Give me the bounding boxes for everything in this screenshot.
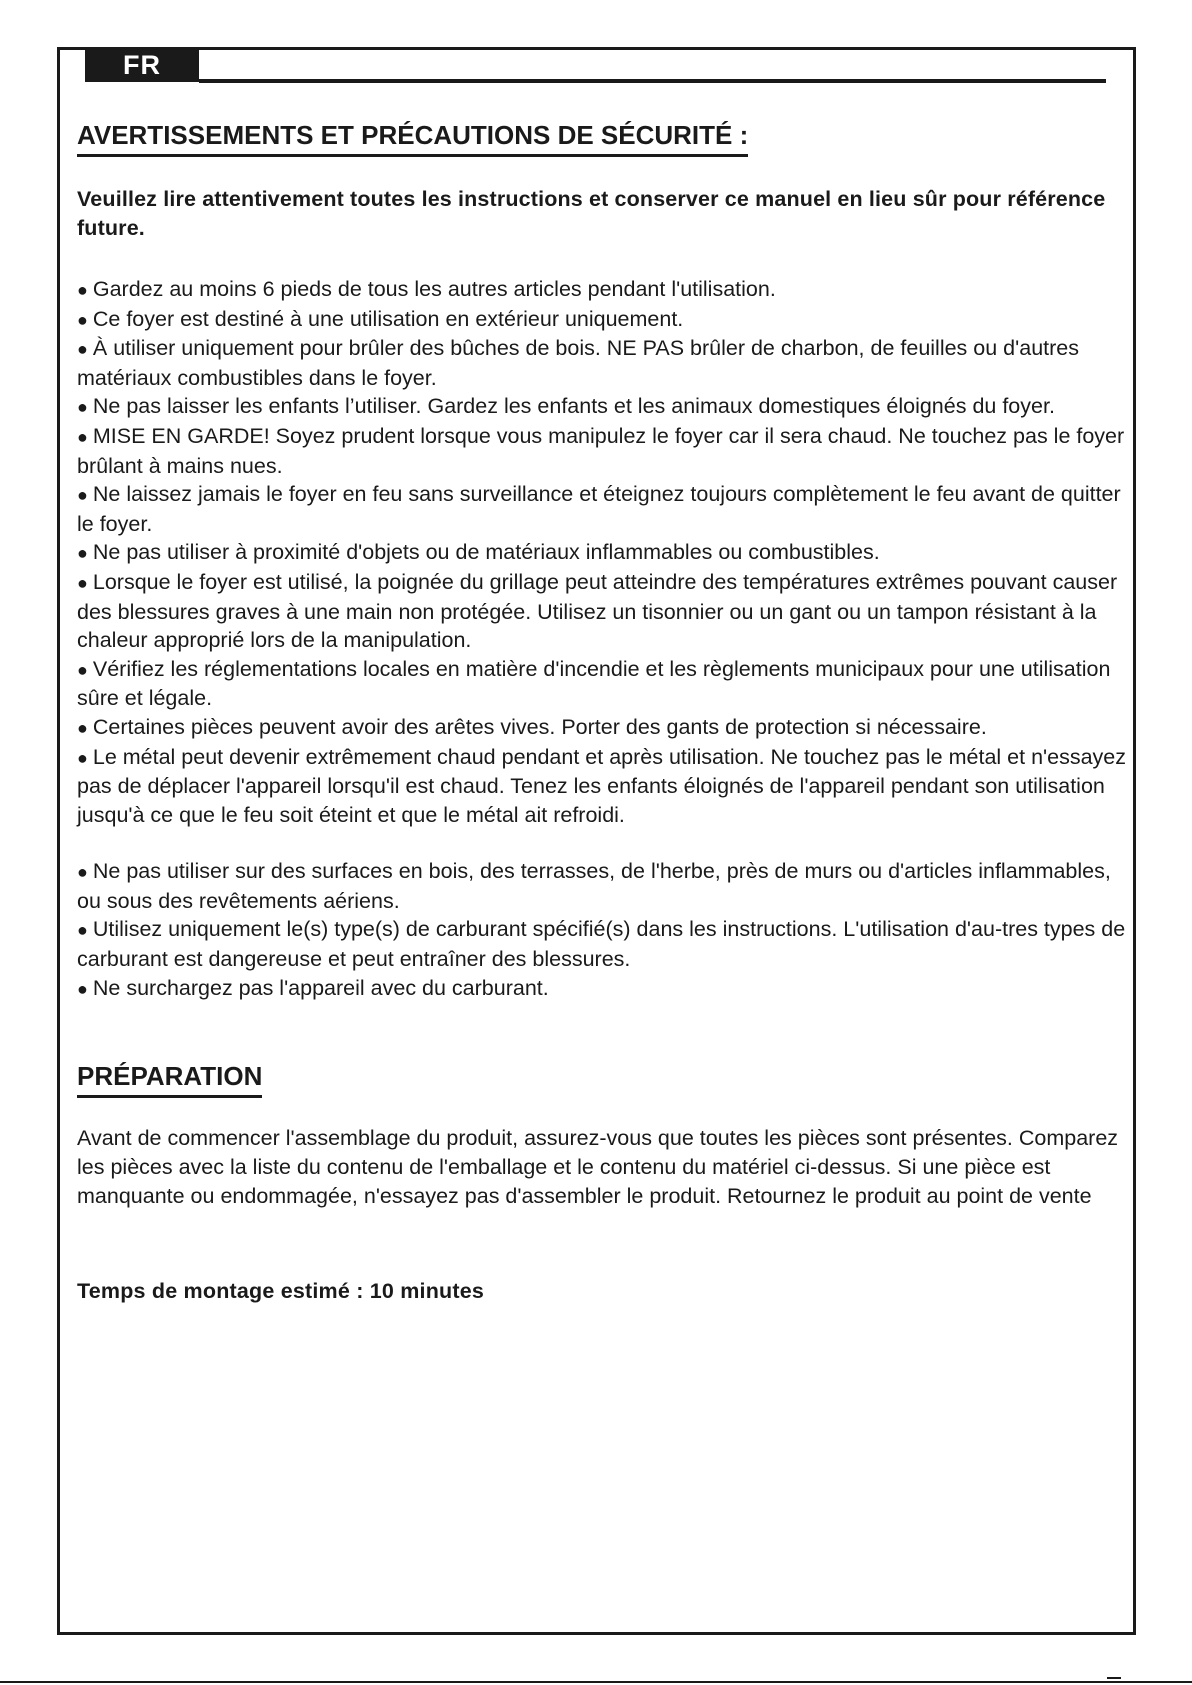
warning-item: ● Ne pas utiliser à proximité d'objets ou de matériaux inflammables ou combustibles. — [77, 538, 1127, 568]
warnings-list-1 — [77, 275, 1127, 829]
warning-item: ● Certaines pièces peuvent avoir des arêtes vives. Porter des gants de protection si nécessaire. — [77, 713, 1127, 743]
warnings-list-2 — [77, 857, 1127, 1003]
warning-item: ● Gardez au moins 6 pieds de tous les autres articles pendant l'utilisation. — [77, 275, 1127, 305]
warning-item: ● MISE EN GARDE! Soyez prudent lorsque vous manipulez le foyer car il sera chaud. Ne touchez pas le foyer brûlant à mains nues. — [77, 422, 1127, 480]
warning-item: ● Ne surchargez pas l'appareil avec du carburant. — [77, 974, 1127, 1004]
language-tab: FR — [85, 48, 199, 82]
bottom-rule — [0, 1681, 1192, 1683]
preparation-heading: PRÉPARATION — [77, 1059, 262, 1098]
warning-item: ● Vérifiez les réglementations locales en matière d'incendie et les règlements municipaux pour une utilisation sûre et légale. — [77, 655, 1127, 713]
page-marker — [1107, 1677, 1121, 1679]
warning-item: ● Ne pas utiliser sur des surfaces en bois, des terrasses, de l'herbe, près de murs ou d'articles inflammables, ou sous des revêtements aériens. — [77, 857, 1127, 915]
header-rule — [199, 79, 1106, 83]
warning-item: ● Ne pas laisser les enfants l’utiliser. Gardez les enfants et les animaux domestiques éloignés du foyer. — [77, 392, 1127, 422]
warning-item: ● Ne laissez jamais le foyer en feu sans surveillance et éteignez toujours complètement le feu avant de quitter le foyer. — [77, 480, 1127, 538]
assembly-time: Temps de montage estimé : 10 minutes — [77, 1279, 485, 1304]
warning-item: ● Le métal peut devenir extrêmement chaud pendant et après utilisation. Ne touchez pas le métal et n'essayez pas de déplacer l'appareil lorsqu'il est chaud. Tenez les enfants éloignés de l'appareil pendant son utilisation jusqu'à ce que le feu soit éteint et que le métal ait refroidi. — [77, 743, 1127, 830]
safety-heading: AVERTISSEMENTS ET PRÉCAUTIONS DE SÉCURITÉ : — [77, 118, 748, 157]
page-content — [77, 118, 1127, 1306]
warning-item: ● Utilisez uniquement le(s) type(s) de carburant spécifié(s) dans les instructions. L'utilisation d'au-tres types de carburant est dangereuse et peut entraîner des blessures. — [77, 915, 1127, 973]
preparation-text: Avant de commencer l'assemblage du produit, assurez-vous que toutes les pièces sont présentes. Comparez les pièces avec la liste du contenu de l'emballage et le contenu du matériel ci-dessus. Si une pièce est manquante ou endommagée, n'essayez pas d'assembler le produit. Retournez le produit au point de vente — [77, 1126, 1119, 1209]
warning-item: ● Lorsque le foyer est utilisé, la poignée du grillage peut atteindre des températures extrêmes pouvant causer des blessures graves à une main non protégée. Utilisez un tisonnier ou un gant ou un tampon résistant à la chaleur approprié lors de la manipulation. — [77, 568, 1127, 655]
preparation-heading-wrap — [77, 1059, 1127, 1098]
safety-intro: Veuillez lire attentivement toutes les instructions et conserver ce manuel en lieu sûr pour référence future. — [77, 187, 1106, 240]
warning-item: ● À utiliser uniquement pour brûler des bûches de bois. NE PAS brûler de charbon, de feuilles ou d'autres matériaux combustibles dans le foyer. — [77, 334, 1127, 392]
warning-item: ● Ce foyer est destiné à une utilisation en extérieur uniquement. — [77, 305, 1127, 335]
